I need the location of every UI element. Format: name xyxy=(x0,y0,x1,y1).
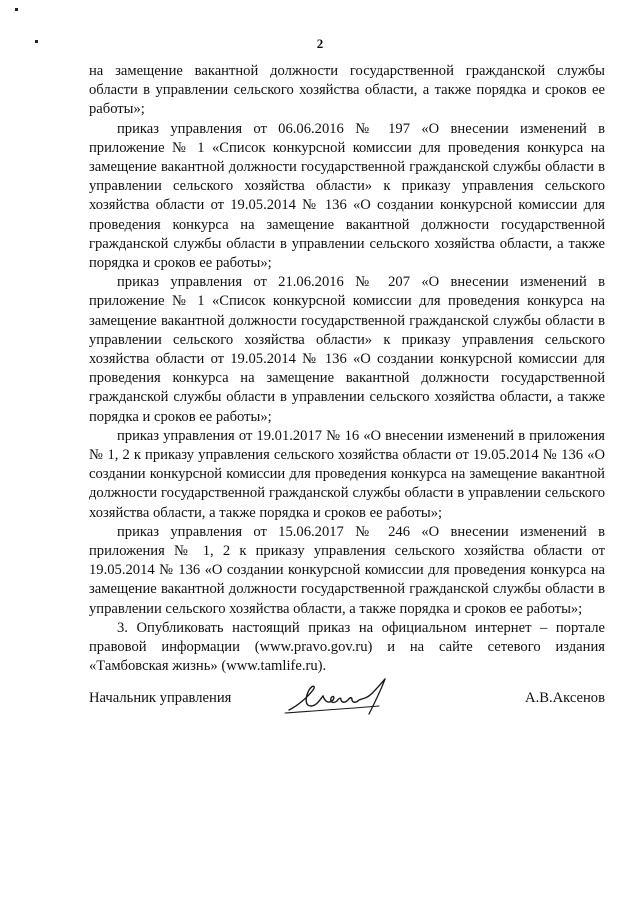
scan-speck xyxy=(15,8,18,11)
position-title: Начальник управления xyxy=(89,690,232,706)
paragraph-order-207: приказ управления от 21.06.2016 № 207 «О внесении изменений в приложение № 1 «Список конкурсной комиссии для проведения конкурса на замещение вакантной должности государственной гражданской службы области в управлении сельского хозяйства области» к приказу управления сельского хозяйства области от 19.05.2014 № 136 «О создании конкурсной комиссии для проведения конкурса на замещение вакантной должности государственной гражданской службы области в управлении сельского хозяйства области, а также порядка и сроков ее работы»; xyxy=(89,274,605,425)
signatory-name: А.В.Аксенов xyxy=(525,690,605,706)
paragraph-publish: 3. Опубликовать настоящий приказ на официальном интернет – портале правовой информации (www.pravo.gov.ru) и на сайте сетевого издания «Тамбовская жизнь» (www.tamlife.ru). xyxy=(89,619,605,675)
page-number: 2 xyxy=(316,36,324,51)
paragraph-order-16: приказ управления от 19.01.2017 № 16 «О внесении изменений в приложения № 1, 2 к приказу управления сельского хозяйства области от 19.05.2014 № 136 «О создании конкурсной комиссии для проведения конкурса на замещение вакантной должности государственной гражданской службы области в управлении сельского хозяйства области, а также порядка и сроков ее работы»; xyxy=(89,427,605,521)
handwritten-signature xyxy=(283,676,401,718)
paragraph-order-197: приказ управления от 06.06.2016 № 197 «О внесении изменений в приложение № 1 «Список конкурсной комиссии для проведения конкурса на замещение вакантной должности государственной гражданской службы области в управлении сельского хозяйства области» к приказу управления сельского хозяйства области от 19.05.2014 № 136 «О создании конкурсной комиссии для проведения конкурса на замещение вакантной должности государственной гражданской службы области в управлении сельского хозяйства области, а также порядка и сроков ее работы»; xyxy=(89,120,605,272)
document-body xyxy=(89,62,605,677)
paragraph-continuation: на замещение вакантной должности государственной гражданской службы области в управлении сельского хозяйства области, а также порядка и сроков ее работы»; xyxy=(89,63,605,118)
paragraph-order-246: приказ управления от 15.06.2017 № 246 «О внесении изменений в приложения № 1, 2 к приказу управления сельского хозяйства области от 19.05.2014 № 136 «О создании конкурсной комиссии для проведения конкурса на замещение вакантной должности государственной гражданской службы области в управлении сельского хозяйства области, а также порядка и сроков ее работы»; xyxy=(89,523,605,617)
signature-block xyxy=(89,682,605,722)
